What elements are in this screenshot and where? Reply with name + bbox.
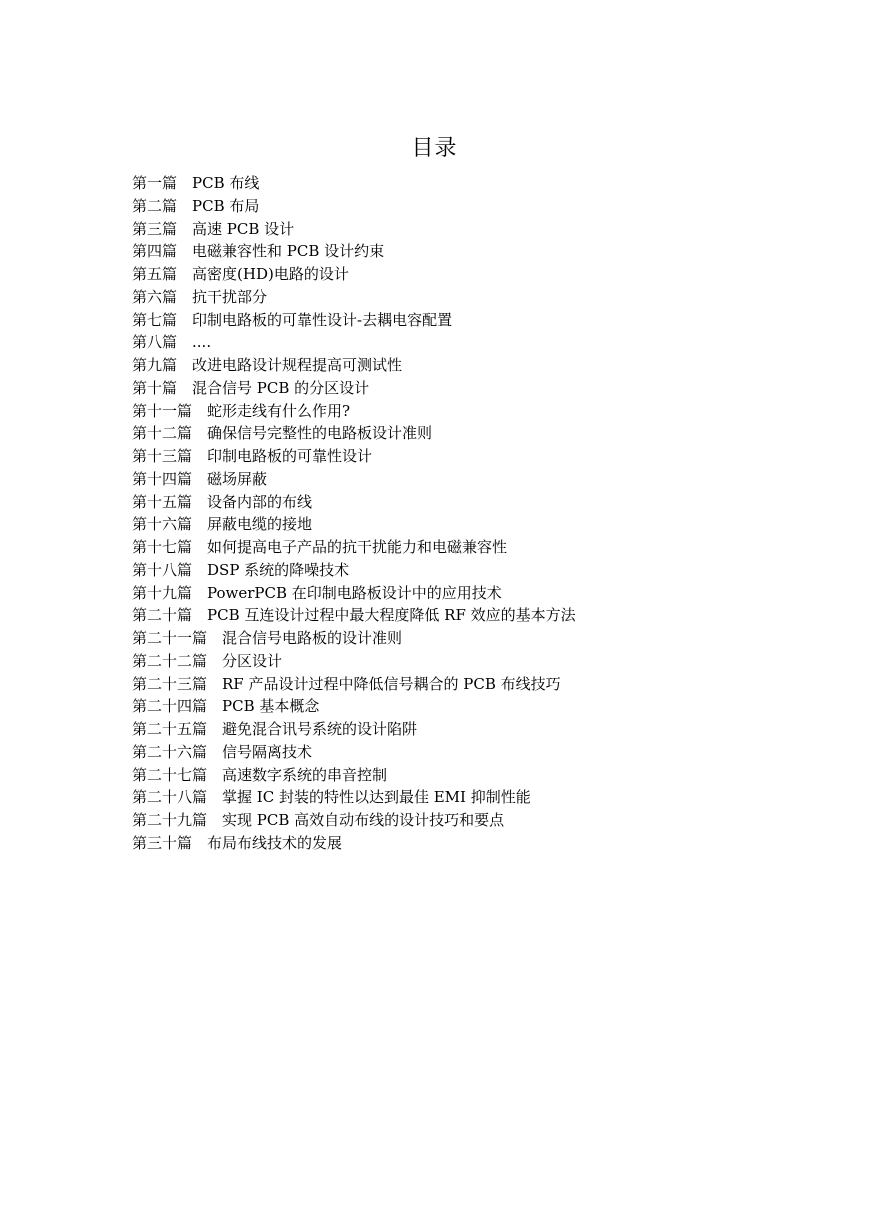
toc-entry-text: PCB 基本概念: [222, 697, 320, 716]
toc-entry: [132, 536, 576, 559]
toc-entry-number: 第十五篇: [132, 492, 193, 511]
toc-entry-number: 第四篇: [132, 242, 178, 261]
toc-entry-text: 设备内部的布线: [207, 492, 313, 511]
toc-entry: [132, 218, 576, 241]
toc-entry-text: 实现 PCB 高效自动布线的设计技巧和要点: [222, 811, 505, 829]
toc-entry: [132, 445, 576, 468]
toc-entry: [132, 695, 576, 718]
toc-entry: [132, 627, 576, 650]
toc-entry: [132, 559, 576, 582]
toc-entry: [132, 582, 576, 605]
toc-entry-text: RF 产品设计过程中降低信号耦合的 PCB 布线技巧: [222, 674, 561, 693]
page-title: 目录: [411, 136, 458, 161]
toc-entry-text: 高速数字系统的串音控制: [222, 765, 388, 784]
toc-entry-text: 印制电路板的可靠性设计-去耦电容配置: [192, 310, 453, 329]
toc-entry-text: 混合信号电路板的设计准则: [222, 629, 403, 647]
toc-entry-text: 确保信号完整性的电路板设计准则: [207, 424, 433, 443]
toc-entry-number: 第二十八篇: [132, 788, 208, 807]
toc-entry-number: 第九篇: [132, 356, 178, 374]
toc-entry-number: 第二十九篇: [132, 811, 208, 829]
toc-entry-number: 第七篇: [132, 310, 178, 329]
toc-entry-text: 屏蔽电缆的接地: [207, 515, 313, 534]
toc-entry-number: 第二十七篇: [132, 765, 208, 784]
toc-entry: [132, 331, 576, 354]
toc-entry: [132, 650, 576, 673]
toc-entry: [132, 354, 576, 377]
toc-entry-text: 电磁兼容性和 PCB 设计约束: [192, 242, 385, 261]
toc-entry-number: 第二十二篇: [132, 651, 208, 670]
toc-entry: [132, 491, 576, 514]
toc-entry-text: 避免混合讯号系统的设计陷阱: [222, 720, 418, 738]
toc-entry-number: 第三十篇: [132, 833, 193, 852]
toc-entry-text: 磁场屏蔽: [207, 469, 268, 488]
toc-entry-text: PCB 布局: [192, 196, 260, 215]
toc-entry: [132, 422, 576, 445]
toc-entry: [132, 263, 576, 286]
toc-entry-text: ....: [192, 333, 212, 352]
toc-entry: [132, 513, 576, 536]
toc-entry-number: 第十三篇: [132, 447, 193, 465]
toc-entry-text: 印制电路板的可靠性设计: [207, 447, 373, 465]
toc-entry: [132, 172, 576, 195]
toc-entry-text: PCB 互连设计过程中最大程度降低 RF 效应的基本方法: [207, 606, 576, 625]
toc-entry-number: 第十二篇: [132, 424, 193, 443]
toc-entry: [132, 673, 576, 696]
toc-entry: [132, 809, 576, 832]
toc-entry: [132, 832, 576, 855]
toc-entry-number: 第二篇: [132, 196, 178, 215]
toc-entry-number: 第十篇: [132, 378, 178, 397]
toc-entry-text: PCB 布线: [192, 174, 260, 192]
toc-entry: [132, 764, 576, 787]
toc-entry-number: 第十七篇: [132, 538, 193, 556]
toc-entry-text: 抗干扰部分: [192, 287, 268, 306]
toc-entry: [132, 741, 576, 764]
toc-entry-text: 高密度(HD)电路的设计: [192, 265, 349, 283]
toc-entry-number: 第八篇: [132, 333, 178, 352]
toc-entry: [132, 286, 576, 309]
toc-entry-number: 第二十六篇: [132, 742, 208, 761]
toc-entry-text: 蛇形走线有什么作用?: [207, 401, 351, 420]
toc-entry: [132, 786, 576, 809]
toc-entry: [132, 604, 576, 627]
toc-entry-number: 第二十篇: [132, 606, 193, 625]
toc-entry-number: 第一篇: [132, 174, 178, 192]
toc-entry: [132, 468, 576, 491]
toc-entry-text: 改进电路设计规程提高可测试性: [192, 356, 403, 374]
toc-entry-text: 混合信号 PCB 的分区设计: [192, 378, 370, 397]
toc-entry-text: 高速 PCB 设计: [192, 219, 295, 238]
toc-entry-text: PowerPCB 在印制电路板设计中的应用技术: [207, 583, 502, 602]
toc-entry-text: 布局布线技术的发展: [207, 833, 343, 852]
toc-entry-number: 第二十一篇: [132, 629, 208, 647]
toc-entry-text: 信号隔离技术: [222, 742, 313, 761]
toc-entry-number: 第十八篇: [132, 560, 193, 579]
toc-entry-text: 分区设计: [222, 651, 283, 670]
toc-entry-text: 掌握 IC 封装的特性以达到最佳 EMI 抑制性能: [222, 788, 531, 807]
toc-entry-number: 第五篇: [132, 265, 178, 283]
toc-entry-number: 第十九篇: [132, 583, 193, 602]
toc-entry: [132, 309, 576, 332]
toc-entry-number: 第二十五篇: [132, 720, 208, 738]
toc-entry-number: 第三篇: [132, 219, 178, 238]
toc-entry-number: 第二十四篇: [132, 697, 208, 716]
table-of-contents: [132, 172, 576, 855]
toc-entry: [132, 718, 576, 741]
toc-entry-number: 第六篇: [132, 287, 178, 306]
toc-entry: [132, 195, 576, 218]
toc-entry-number: 第十六篇: [132, 515, 193, 534]
toc-entry: [132, 240, 576, 263]
toc-entry-number: 第十一篇: [132, 401, 193, 420]
toc-entry-text: DSP 系统的降噪技术: [207, 560, 350, 579]
toc-entry: [132, 377, 576, 400]
toc-entry: [132, 400, 576, 423]
toc-entry-number: 第十四篇: [132, 469, 193, 488]
toc-entry-text: 如何提高电子产品的抗干扰能力和电磁兼容性: [207, 538, 508, 556]
toc-entry-number: 第二十三篇: [132, 674, 208, 693]
